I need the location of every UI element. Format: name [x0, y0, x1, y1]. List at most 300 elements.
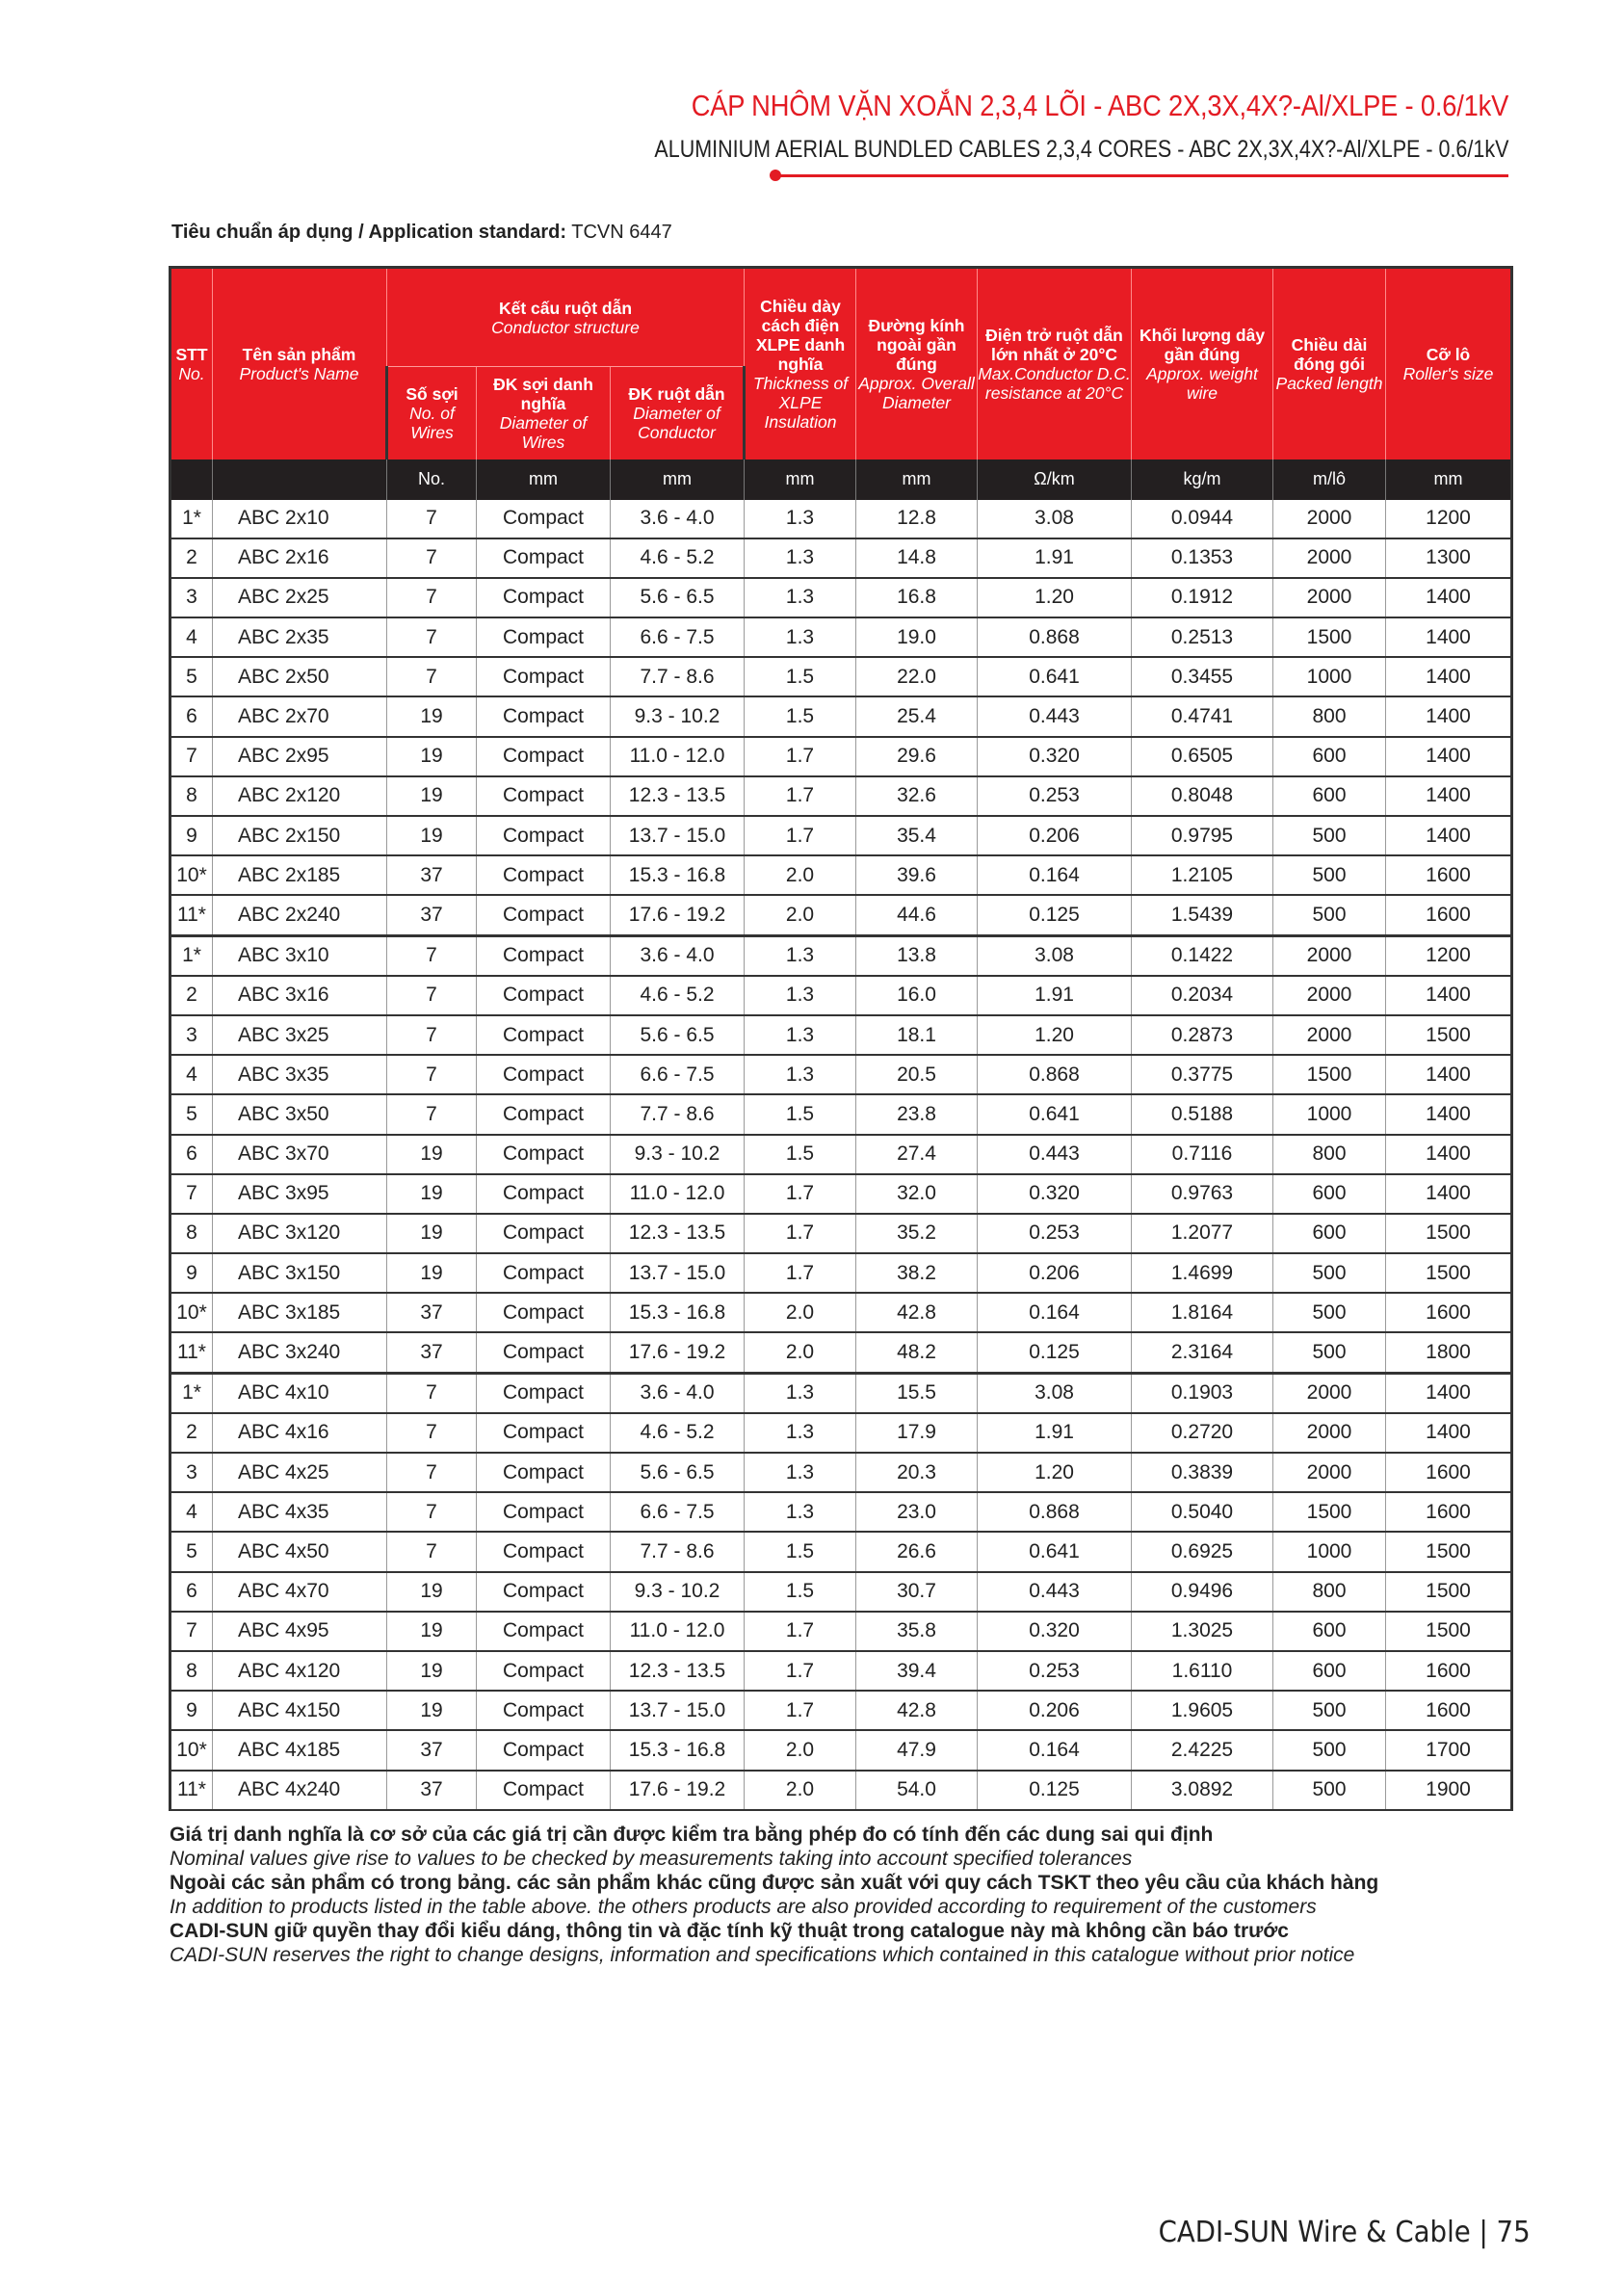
table-cell: 9.3 - 10.2 [611, 1135, 745, 1174]
table-cell: 1500 [1386, 1214, 1512, 1253]
table-cell: 7 [387, 976, 477, 1015]
col-group-conductor: Kết cấu ruột dẫn Conductor structure [387, 268, 745, 367]
table-cell: 2000 [1273, 1453, 1386, 1492]
table-cell: Compact [477, 1332, 611, 1373]
table-cell: ABC 2x35 [213, 617, 387, 657]
table-cell: 14.8 [856, 538, 978, 578]
table-cell: 13.7 - 15.0 [611, 1253, 745, 1293]
table-cell: 7.7 - 8.6 [611, 1094, 745, 1134]
table-cell: 7 [387, 1015, 477, 1055]
table-cell: Compact [477, 895, 611, 935]
table-cell: 19 [387, 1253, 477, 1293]
footnotes [170, 1823, 1378, 1967]
col-roller: Cỡ lô Roller's size [1386, 268, 1512, 459]
table-cell: 1500 [1386, 1612, 1512, 1651]
table-cell: 0.206 [978, 1253, 1132, 1293]
table-cell: 1.3025 [1132, 1612, 1273, 1651]
table-cell: 19 [387, 1174, 477, 1214]
table-cell: 23.8 [856, 1094, 978, 1134]
table-row [170, 935, 1512, 976]
table-cell: 1300 [1386, 538, 1512, 578]
table-cell: ABC 3x50 [213, 1094, 387, 1134]
table-cell: 35.2 [856, 1214, 978, 1253]
table-cell: 1.7 [745, 1651, 856, 1691]
note-english: CADI-SUN reserves the right to change designs, information and specifications which contained in this catalogue without prior notice [170, 1944, 1355, 1966]
table-cell: 500 [1273, 1332, 1386, 1373]
unit-cell: mm [1386, 459, 1512, 500]
table-row [170, 578, 1512, 617]
table-cell: 0.2034 [1132, 976, 1273, 1015]
table-cell: 2.0 [745, 1332, 856, 1373]
table-row [170, 1214, 1512, 1253]
table-cell: 2.0 [745, 1293, 856, 1332]
table-cell: 1600 [1386, 1293, 1512, 1332]
col-weight: Khối lượng dây gần đúng Approx. weight wire [1132, 268, 1273, 459]
table-cell: 1.4699 [1132, 1253, 1273, 1293]
table-cell: 7 [387, 538, 477, 578]
table-cell: Compact [477, 657, 611, 696]
table-cell: 1.7 [745, 737, 856, 776]
table-cell: 1.3 [745, 1453, 856, 1492]
table-cell: Compact [477, 538, 611, 578]
table-cell: Compact [477, 1771, 611, 1810]
table-cell: ABC 4x35 [213, 1492, 387, 1532]
table-cell: 1.7 [745, 816, 856, 855]
table-cell: 1400 [1386, 816, 1512, 855]
table-cell: 19 [387, 1691, 477, 1730]
table-cell: 32.6 [856, 776, 978, 816]
table-cell: 0.0944 [1132, 500, 1273, 538]
table-cell: 7.7 - 8.6 [611, 1532, 745, 1571]
table-cell: Compact [477, 1293, 611, 1332]
table-cell: ABC 2x50 [213, 657, 387, 696]
table-cell: 1.5 [745, 1572, 856, 1612]
table-cell: 1* [170, 1373, 213, 1413]
col-wires: Số sợi No. of Wires [387, 367, 477, 459]
table-cell: 3.08 [978, 935, 1132, 976]
table-cell: 1.3 [745, 578, 856, 617]
table-cell: 1.91 [978, 538, 1132, 578]
table-row [170, 1373, 1512, 1413]
table-cell: 600 [1273, 1612, 1386, 1651]
table-cell: 0.8048 [1132, 776, 1273, 816]
col-wire-dia: ĐK sợi danh nghĩa Diameter of Wires [477, 367, 611, 459]
table-cell: Compact [477, 1373, 611, 1413]
table-cell: 9 [170, 816, 213, 855]
table-cell: 1400 [1386, 776, 1512, 816]
table-cell: 600 [1273, 1174, 1386, 1214]
table-cell: 3 [170, 1453, 213, 1492]
table-cell: 3 [170, 578, 213, 617]
table-cell: 1400 [1386, 1094, 1512, 1134]
table-cell: 0.443 [978, 1572, 1132, 1612]
table-cell: Compact [477, 855, 611, 895]
col-stt: STT No. [170, 268, 213, 459]
table-cell: 37 [387, 855, 477, 895]
table-cell: 39.4 [856, 1651, 978, 1691]
table-cell: 500 [1273, 1771, 1386, 1810]
table-cell: 0.1912 [1132, 578, 1273, 617]
table-row [170, 1730, 1512, 1770]
unit-cell: mm [611, 459, 745, 500]
table-cell: ABC 3x35 [213, 1055, 387, 1094]
table-cell: 600 [1273, 737, 1386, 776]
table-cell: 19.0 [856, 617, 978, 657]
table-cell: 10* [170, 855, 213, 895]
table-cell: 1.91 [978, 1413, 1132, 1453]
table-cell: Compact [477, 1015, 611, 1055]
table-cell: 3.08 [978, 500, 1132, 538]
table-cell: 8 [170, 1214, 213, 1253]
table-row [170, 1532, 1512, 1571]
table-cell: 6 [170, 1572, 213, 1612]
page-footer: CADI-SUN Wire & Cable | 75 [1158, 2216, 1531, 2249]
table-cell: 5.6 - 6.5 [611, 578, 745, 617]
table-cell: 800 [1273, 696, 1386, 736]
table-cell: 1400 [1386, 737, 1512, 776]
table-cell: 37 [387, 1332, 477, 1373]
table-cell: ABC 4x50 [213, 1532, 387, 1571]
table-cell: ABC 3x25 [213, 1015, 387, 1055]
table-cell: 6.6 - 7.5 [611, 1055, 745, 1094]
table-cell: 12.3 - 13.5 [611, 1651, 745, 1691]
table-cell: Compact [477, 617, 611, 657]
table-cell: 0.206 [978, 1691, 1132, 1730]
table-cell: 47.9 [856, 1730, 978, 1770]
table-cell: 2000 [1273, 1373, 1386, 1413]
table-cell: 2000 [1273, 1413, 1386, 1453]
table-cell: Compact [477, 1651, 611, 1691]
table-cell: ABC 4x16 [213, 1413, 387, 1453]
table-cell: 0.9496 [1132, 1572, 1273, 1612]
table-cell: Compact [477, 1253, 611, 1293]
table-cell: 500 [1273, 1691, 1386, 1730]
table-cell: 1000 [1273, 657, 1386, 696]
unit-cell: kg/m [1132, 459, 1273, 500]
table-cell: 19 [387, 696, 477, 736]
table-cell: 15.3 - 16.8 [611, 1730, 745, 1770]
table-cell: 1000 [1273, 1094, 1386, 1134]
table-row [170, 1691, 1512, 1730]
table-cell: 2.0 [745, 1730, 856, 1770]
table-cell: Compact [477, 935, 611, 976]
table-cell: ABC 2x16 [213, 538, 387, 578]
table-row [170, 895, 1512, 935]
table-cell: 1400 [1386, 617, 1512, 657]
table-cell: 4.6 - 5.2 [611, 976, 745, 1015]
table-cell: 8 [170, 1651, 213, 1691]
table-cell: 0.6505 [1132, 737, 1273, 776]
table-cell: 1.3 [745, 538, 856, 578]
table-cell: 9 [170, 1691, 213, 1730]
table-cell: Compact [477, 1612, 611, 1651]
unit-cell: mm [856, 459, 978, 500]
table-cell: 42.8 [856, 1293, 978, 1332]
table-cell: 2.3164 [1132, 1332, 1273, 1373]
table-cell: 11.0 - 12.0 [611, 737, 745, 776]
table-cell: 2 [170, 976, 213, 1015]
table-cell: 37 [387, 1293, 477, 1332]
table-cell: Compact [477, 976, 611, 1015]
table-cell: 26.6 [856, 1532, 978, 1571]
table-cell: 1.8164 [1132, 1293, 1273, 1332]
standard-label: Tiêu chuẩn áp dụng / Application standard: [171, 222, 567, 243]
table-cell: 35.4 [856, 816, 978, 855]
table-cell: 7 [387, 1453, 477, 1492]
table-cell: 0.253 [978, 776, 1132, 816]
table-cell: 0.641 [978, 1094, 1132, 1134]
table-cell: ABC 4x150 [213, 1691, 387, 1730]
table-cell: 8 [170, 776, 213, 816]
table-cell: 0.125 [978, 1332, 1132, 1373]
table-cell: ABC 2x95 [213, 737, 387, 776]
table-cell: 1.3 [745, 500, 856, 538]
table-cell: 20.3 [856, 1453, 978, 1492]
table-cell: 1600 [1386, 1651, 1512, 1691]
table-cell: 5 [170, 1094, 213, 1134]
table-cell: 1.7 [745, 1174, 856, 1214]
table-cell: ABC 4x10 [213, 1373, 387, 1413]
table-cell: 500 [1273, 1253, 1386, 1293]
table-cell: 2.0 [745, 1771, 856, 1810]
table-cell: 9 [170, 1253, 213, 1293]
table-cell: 1* [170, 935, 213, 976]
table-cell: 38.2 [856, 1253, 978, 1293]
table-cell: 0.320 [978, 1612, 1132, 1651]
table-cell: 10* [170, 1730, 213, 1770]
table-cell: 2000 [1273, 1015, 1386, 1055]
table-cell: 1500 [1386, 1572, 1512, 1612]
table-cell: 1.3 [745, 617, 856, 657]
table-cell: 2000 [1273, 578, 1386, 617]
table-cell: 0.641 [978, 657, 1132, 696]
table-row [170, 976, 1512, 1015]
col-insulation: Chiều dày cách điện XLPE danh nghĩa Thickness of XLPE Insulation [745, 268, 856, 459]
table-cell: 1.5 [745, 696, 856, 736]
table-cell: 0.6925 [1132, 1532, 1273, 1571]
table-cell: 12.3 - 13.5 [611, 1214, 745, 1253]
table-cell: 1800 [1386, 1332, 1512, 1373]
table-cell: 1.7 [745, 1214, 856, 1253]
table-cell: 7 [387, 1492, 477, 1532]
table-cell: 1500 [1386, 1532, 1512, 1571]
table-cell: 1.2105 [1132, 855, 1273, 895]
table-cell: 0.253 [978, 1214, 1132, 1253]
table-cell: 1200 [1386, 500, 1512, 538]
table-cell: ABC 3x10 [213, 935, 387, 976]
note-vietnamese: Giá trị danh nghĩa là cơ sở của các giá trị cần được kiểm tra bằng phép đo có tính đến các dung sai qui định [170, 1824, 1214, 1846]
table-row [170, 657, 1512, 696]
table-cell: 3 [170, 1015, 213, 1055]
table-cell: 1.3 [745, 1373, 856, 1413]
table-cell: ABC 3x120 [213, 1214, 387, 1253]
table-cell: 6.6 - 7.5 [611, 1492, 745, 1532]
table-cell: ABC 4x70 [213, 1572, 387, 1612]
table-cell: ABC 2x150 [213, 816, 387, 855]
table-cell: 1.6110 [1132, 1651, 1273, 1691]
table-cell: 32.0 [856, 1174, 978, 1214]
table-cell: 11.0 - 12.0 [611, 1174, 745, 1214]
col-name: Tên sản phẩm Product's Name [213, 268, 387, 459]
table-cell: 500 [1273, 1730, 1386, 1770]
table-cell: 2.4225 [1132, 1730, 1273, 1770]
table-cell: 3.6 - 4.0 [611, 1373, 745, 1413]
unit-cell: mm [745, 459, 856, 500]
table-cell: 19 [387, 776, 477, 816]
table-cell: 20.5 [856, 1055, 978, 1094]
table-cell: 1600 [1386, 1492, 1512, 1532]
table-cell: 17.6 - 19.2 [611, 1771, 745, 1810]
table-cell: 7 [387, 1055, 477, 1094]
table-cell: 600 [1273, 1651, 1386, 1691]
table-row [170, 1453, 1512, 1492]
application-standard [171, 222, 672, 244]
table-row [170, 1135, 1512, 1174]
table-cell: 1.5439 [1132, 895, 1273, 935]
table-cell: 500 [1273, 855, 1386, 895]
table-cell: 9.3 - 10.2 [611, 696, 745, 736]
table-cell: 10* [170, 1293, 213, 1332]
table-cell: 5.6 - 6.5 [611, 1453, 745, 1492]
table-cell: 0.7116 [1132, 1135, 1273, 1174]
table-cell: 800 [1273, 1135, 1386, 1174]
table-cell: 23.0 [856, 1492, 978, 1532]
table-cell: 7.7 - 8.6 [611, 657, 745, 696]
table-cell: 0.320 [978, 1174, 1132, 1214]
table-cell: 0.868 [978, 617, 1132, 657]
table-cell: ABC 4x95 [213, 1612, 387, 1651]
table-cell: 7 [170, 737, 213, 776]
table-cell: 6 [170, 696, 213, 736]
table-cell: 15.5 [856, 1373, 978, 1413]
table-cell: 1400 [1386, 657, 1512, 696]
table-cell: 15.3 - 16.8 [611, 855, 745, 895]
table-cell: ABC 4x240 [213, 1771, 387, 1810]
table-cell: 1600 [1386, 895, 1512, 935]
table-cell: 1700 [1386, 1730, 1512, 1770]
col-packed: Chiều dài đóng gói Packed length [1273, 268, 1386, 459]
table-cell: ABC 3x240 [213, 1332, 387, 1373]
table-cell: 54.0 [856, 1771, 978, 1810]
table-cell: 0.868 [978, 1492, 1132, 1532]
table-cell: 37 [387, 1771, 477, 1810]
table-cell: Compact [477, 1413, 611, 1453]
table-cell: 15.3 - 16.8 [611, 1293, 745, 1332]
table-cell: 29.6 [856, 737, 978, 776]
table-cell: 27.4 [856, 1135, 978, 1174]
table-cell: Compact [477, 1453, 611, 1492]
table-cell: Compact [477, 776, 611, 816]
table-row [170, 1413, 1512, 1453]
table-cell: 0.5188 [1132, 1094, 1273, 1134]
table-cell: 1.3 [745, 935, 856, 976]
table-cell: 0.3775 [1132, 1055, 1273, 1094]
table-cell: 19 [387, 1135, 477, 1174]
table-cell: 1500 [1386, 1253, 1512, 1293]
table-row [170, 776, 1512, 816]
col-resistance: Điện trở ruột dẫn lớn nhất ở 20°C Max.Conductor D.C. resistance at 20°C [978, 268, 1132, 459]
table-cell: 19 [387, 1651, 477, 1691]
table-cell: 0.443 [978, 696, 1132, 736]
spec-table [169, 266, 1513, 1811]
unit-cell: m/lô [1273, 459, 1386, 500]
table-cell: 1500 [1273, 1492, 1386, 1532]
table-cell: 19 [387, 1612, 477, 1651]
table-cell: 1400 [1386, 696, 1512, 736]
table-cell: 42.8 [856, 1691, 978, 1730]
table-row [170, 1293, 1512, 1332]
table-cell: 0.443 [978, 1135, 1132, 1174]
table-cell: 1.5 [745, 1532, 856, 1571]
table-cell: ABC 3x185 [213, 1293, 387, 1332]
table-cell: 0.2720 [1132, 1413, 1273, 1453]
table-cell: 800 [1273, 1572, 1386, 1612]
table-cell: 19 [387, 1572, 477, 1612]
table-cell: Compact [477, 578, 611, 617]
table-row [170, 1015, 1512, 1055]
table-cell: ABC 2x120 [213, 776, 387, 816]
table-cell: 11.0 - 12.0 [611, 1612, 745, 1651]
table-header [170, 268, 1512, 500]
table-cell: 1600 [1386, 1453, 1512, 1492]
note-english: In addition to products listed in the table above. the others products are also provided according to requirement of the customers [170, 1896, 1317, 1918]
table-cell: 1.20 [978, 1453, 1132, 1492]
table-cell: 7 [170, 1612, 213, 1651]
table-cell: Compact [477, 500, 611, 538]
table-cell: 1.5 [745, 657, 856, 696]
table-cell: 7 [387, 935, 477, 976]
table-cell: 600 [1273, 1214, 1386, 1253]
table-row [170, 1332, 1512, 1373]
table-row [170, 696, 1512, 736]
table-cell: 2 [170, 538, 213, 578]
table-cell: 25.4 [856, 696, 978, 736]
table-cell: 18.1 [856, 1015, 978, 1055]
table-cell: 13.7 - 15.0 [611, 816, 745, 855]
table-cell: 7 [387, 657, 477, 696]
table-cell: 13.8 [856, 935, 978, 976]
table-cell: 5 [170, 1532, 213, 1571]
table-cell: 1.91 [978, 976, 1132, 1015]
table-cell: Compact [477, 1691, 611, 1730]
table-cell: 2000 [1273, 976, 1386, 1015]
table-cell: 7 [387, 1094, 477, 1134]
table-row [170, 737, 1512, 776]
table-cell: 1.3 [745, 1492, 856, 1532]
table-cell: 0.868 [978, 1055, 1132, 1094]
table-cell: 0.320 [978, 737, 1132, 776]
table-cell: 12.3 - 13.5 [611, 776, 745, 816]
table-row [170, 500, 1512, 538]
table-cell: 0.2513 [1132, 617, 1273, 657]
table-cell: Compact [477, 1214, 611, 1253]
table-cell: 1500 [1273, 617, 1386, 657]
table-cell: 1000 [1273, 1532, 1386, 1571]
table-cell: 0.641 [978, 1532, 1132, 1571]
table-cell: ABC 3x150 [213, 1253, 387, 1293]
table-cell: Compact [477, 1094, 611, 1134]
table-cell: 17.6 - 19.2 [611, 1332, 745, 1373]
table-cell: 1* [170, 500, 213, 538]
table-cell: 2.0 [745, 895, 856, 935]
table-cell: 0.125 [978, 895, 1132, 935]
table-cell: 37 [387, 895, 477, 935]
col-cond-dia: ĐK ruột dẫn Diameter of Conductor [611, 367, 745, 459]
table-cell: 39.6 [856, 855, 978, 895]
table-cell: Compact [477, 737, 611, 776]
table-cell: 0.9763 [1132, 1174, 1273, 1214]
page-title-vietnamese: CÁP NHÔM VẶN XOẮN 2,3,4 LÕI - ABC 2X,3X,4X?-Al/XLPE - 0.6/1kV [691, 89, 1508, 122]
